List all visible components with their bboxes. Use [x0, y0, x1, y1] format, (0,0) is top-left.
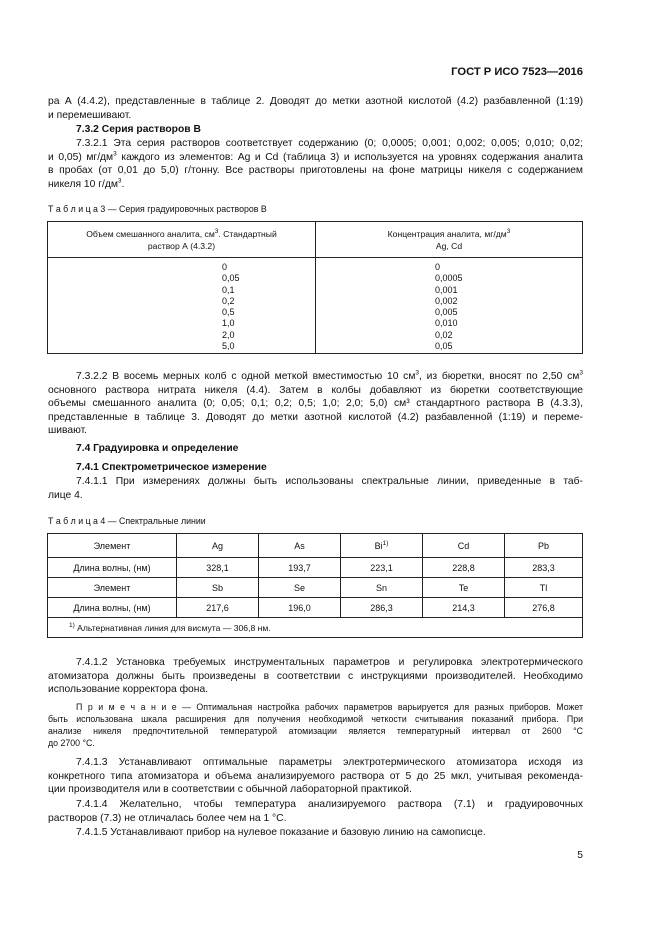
note-line: анализе никеля предпочтительной температурой атомизации является температурный интервал от 2600 °С	[48, 726, 583, 736]
text-span: .	[121, 178, 125, 190]
para-line: 7.4.1.5 Устанавливают прибор на нулевое показание и базовую линию на самописце.	[76, 827, 486, 838]
section-7-4-1-2-paragraph	[48, 656, 583, 697]
text-span: Bi	[374, 540, 383, 551]
para-line: 7.4.1.1 При измерениях должны быть использованы спектральные линии, приведенные в таб-	[76, 476, 583, 487]
wavelength-cell: 328,1	[177, 558, 259, 578]
superscript: 3	[415, 369, 420, 377]
section-7-3-2-heading: 7.3.2 Серия растворов В	[76, 124, 201, 135]
wavelength-cell: 276,8	[505, 598, 583, 618]
header-concentration	[316, 222, 583, 258]
superscript: 3	[113, 150, 117, 158]
concentration-cell: 0	[435, 262, 441, 272]
para-line: использование корректора фона.	[48, 684, 209, 696]
table-4-caption: Т а б л и ц а 4 — Спектральные линии	[48, 516, 206, 526]
element-cell: Sb	[177, 578, 259, 598]
table-row	[48, 534, 583, 558]
superscript: 3	[506, 227, 511, 235]
section-7-4-1-1-paragraph	[48, 475, 583, 502]
para-line: лице 4.	[48, 489, 83, 501]
para-line: шивают.	[48, 425, 88, 437]
intro-paragraph	[48, 95, 583, 122]
concentration-column	[316, 258, 583, 354]
table-3-caption: Т а б л и ц а 3 — Серия градуировочных растворов В	[48, 204, 267, 214]
para-line: конкретного типа атомизатора и объема анализируемого раствора от 5 до 25 мкл, учитывая рекоменда-	[48, 770, 583, 782]
row-label: Длина волны, (нм)	[48, 598, 177, 618]
element-cell: Cd	[423, 534, 505, 558]
section-7-3-2-2-paragraph	[48, 370, 583, 438]
table-body-row	[48, 258, 583, 354]
intro-line-2: и перемешивают.	[48, 109, 132, 121]
text-span: Альтернативная линия для висмута — 306,8 нм.	[74, 622, 271, 633]
section-7-3-2-1-paragraph	[48, 137, 583, 191]
para-line: 7.3.2.1 Эта серия растворов соответствует содержанию (0; 0,0005; 0,001; 0,002; 0,005; 0,010; 0,02;	[76, 138, 583, 149]
para-line: 7.4.1.4 Желательно, чтобы температура анализируемого раствора (7.1) и градуировочных	[76, 799, 583, 810]
wavelength-cell: 193,7	[259, 558, 341, 578]
section-7-4-1-5-paragraph	[48, 826, 583, 840]
table-3	[47, 221, 583, 354]
row-label: Элемент	[48, 578, 177, 598]
volume-cell: 5,0	[222, 341, 235, 352]
para-line: представленные в таблице 3. Доводят до метки азотной кислотой (4.2) разбавленной (1:19) и переме-	[48, 411, 583, 423]
wavelength-cell: 228,8	[423, 558, 505, 578]
para-line: атомизатора должны быть произведены в соответствии с инструкциями производителей. Необходимо	[48, 670, 583, 682]
section-7-4-1-heading: 7.4.1 Спектрометрическое измерение	[76, 462, 267, 473]
header-volume	[48, 222, 316, 258]
para-line: основного раствора нитрата никеля (4.4). Затем в колбы добавляют из бюретки соответствующие	[48, 384, 583, 396]
para-line: 7.4.1.3 Устанавливают оптимальные параметры электротермического атомизатора исходя из	[76, 757, 583, 768]
para-line: объемы смешанного аналита (0; 0,05; 0,1; 0,2; 0,5; 1,0; 2,0; 5,0) см³ стандартного раствора В (4.3.3),	[48, 398, 583, 410]
volume-cell: 1,0	[222, 318, 235, 329]
header-line: Ag, Cd	[435, 240, 463, 251]
para-line	[48, 151, 583, 165]
text-span: и 0,05) мг/дм	[48, 151, 114, 163]
superscript: 1)	[382, 539, 389, 547]
superscript: 1)	[69, 621, 75, 629]
text-span: 7.3.2.2 В восемь мерных колб с одной меткой вместимостью 10 см	[76, 371, 416, 382]
superscript: 3	[579, 369, 583, 377]
para-line	[48, 178, 583, 192]
text-span: каждого из элементов: Ag и Cd (таблица 3) и используется на уровнях содержания аналита	[116, 151, 583, 163]
table-row	[48, 558, 583, 578]
element-cell	[341, 534, 423, 558]
volume-cell: 0,5	[222, 307, 235, 318]
element-cell: Se	[259, 578, 341, 598]
table-row	[48, 598, 583, 618]
para-line: 7.4.1.2 Установка требуемых инструментальных параметров и регулировка электротермического	[76, 657, 583, 668]
concentration-cell: 0,005	[435, 307, 458, 318]
wavelength-cell: 196,0	[259, 598, 341, 618]
page-number: 5	[577, 850, 583, 861]
note-block	[48, 701, 583, 749]
volume-column	[48, 258, 316, 354]
header-line	[316, 228, 582, 240]
volume-cell: 0	[222, 262, 228, 272]
section-7-4-1-3-paragraph	[48, 756, 583, 797]
para-line	[48, 370, 583, 384]
wavelength-cell: 214,3	[423, 598, 505, 618]
element-cell: Pb	[505, 534, 583, 558]
concentration-cell: 0,0005	[435, 273, 463, 284]
text-span: , из бюретки, вносят по 2,50 см	[419, 371, 580, 382]
wavelength-cell: 283,3	[505, 558, 583, 578]
element-cell: Ag	[177, 534, 259, 558]
table-row	[48, 578, 583, 598]
wavelength-cell: 217,6	[177, 598, 259, 618]
element-cell: Sn	[341, 578, 423, 598]
note-line: П р и м е ч а н и е — Оптимальная настройка рабочих параметров варьируется для разных приборов. Может	[76, 702, 583, 712]
element-cell: As	[259, 534, 341, 558]
superscript: 3	[117, 177, 122, 185]
note-line: быть использована шкала расширения для получения необходимой четкости считывания показаний прибора. При	[48, 714, 583, 724]
para-line: в пробах (от 0,01 до 5,0) г/тонну. Все растворы приготовлены на фоне матрицы никеля с содержанием	[48, 165, 583, 177]
element-cell: Te	[423, 578, 505, 598]
table-4	[47, 533, 583, 638]
volume-cell: 0,1	[222, 284, 235, 295]
volume-cell: 0,2	[222, 295, 235, 306]
concentration-cell: 0,02	[435, 329, 453, 340]
note-line: до 2700 °С.	[48, 738, 95, 748]
superscript: 3	[214, 227, 219, 235]
wavelength-cell: 286,3	[341, 598, 423, 618]
text-span: Концентрация аналита, мг/дм	[387, 228, 507, 239]
element-cell: Tl	[505, 578, 583, 598]
concentration-cell: 0,002	[435, 295, 458, 306]
text-span: . Стандартный	[218, 228, 277, 239]
volume-cell: 0,05	[222, 273, 240, 284]
table-footnote	[48, 618, 583, 638]
intro-line-1: ра А (4.4.2), представленные в таблице 2. Доводят до метки азотной кислотой (4.2) разбавленной (1:19)	[48, 96, 583, 107]
row-label: Длина волны, (нм)	[48, 558, 177, 578]
document-id-header: ГОСТ Р ИСО 7523—2016	[451, 66, 583, 78]
table-footnote-row	[48, 618, 583, 638]
concentration-cell: 0,001	[435, 284, 458, 295]
volume-cell: 2,0	[222, 329, 235, 340]
header-line	[48, 228, 315, 240]
text-span: Объем смешанного аналита, см	[86, 228, 215, 239]
row-label: Элемент	[48, 534, 177, 558]
text-span: никеля 10 г/дм	[48, 178, 118, 190]
para-line: ции производителя или в соответствии с обычной лабораторной практикой.	[48, 784, 412, 796]
header-line: раствор А (4.3.2)	[147, 240, 216, 251]
section-7-4-heading: 7.4 Градуировка и определение	[76, 443, 239, 454]
section-7-4-1-4-paragraph	[48, 798, 583, 825]
para-line: растворов (7.3) не отличалась более чем на 1 °С.	[48, 812, 287, 824]
table-header-row	[48, 222, 583, 258]
concentration-cell: 0,05	[435, 341, 453, 352]
wavelength-cell: 223,1	[341, 558, 423, 578]
concentration-cell: 0,010	[435, 318, 458, 329]
